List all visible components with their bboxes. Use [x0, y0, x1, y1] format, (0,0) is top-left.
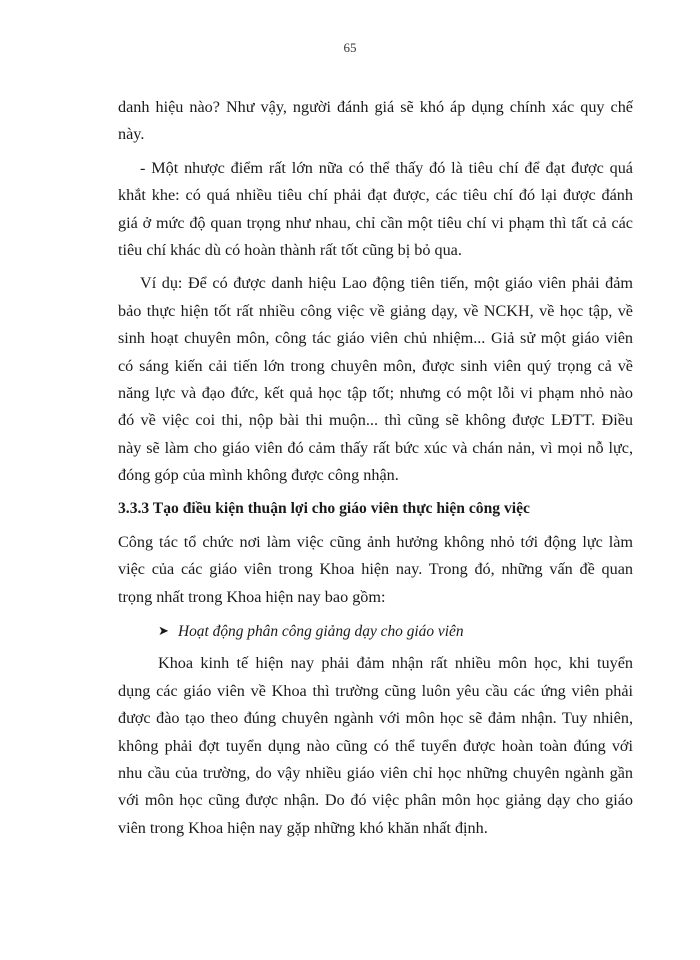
- text-line: khắt khe: có quá nhiều tiêu chí phải đạt được, các tiêu chí đó lại được đánh: [118, 186, 633, 205]
- text-line: có sáng kiến cải tiến lớn trong chuyên môn, được sinh viên quý trọng cả về: [118, 356, 633, 375]
- text-line: viên trong Khoa hiện nay gặp những khó khăn nhất định.: [118, 818, 488, 837]
- text-line: giá ở mức độ quan trọng như nhau, chỉ cần một tiêu chí vi phạm thì tất cả các: [118, 213, 633, 232]
- bullet-item-text: Hoạt động phân công giảng dạy cho giáo viên: [178, 623, 464, 641]
- text-line: đóng góp của mình không được công nhận.: [118, 466, 399, 485]
- page-number: 65: [343, 40, 357, 55]
- text-line: Khoa kinh tế hiện nay phải đảm nhận rất nhiều môn học, khi tuyển: [158, 654, 633, 673]
- arrowhead-bullet-icon: ➤: [158, 623, 169, 639]
- bullet-item: [118, 617, 633, 644]
- text-line: danh hiệu nào? Như vậy, người đánh giá sẽ khó áp dụng chính xác quy chế: [118, 98, 633, 116]
- document-body: [118, 94, 633, 842]
- text-line: nhu cầu của trường, do vậy nhiều giáo viên chỉ học những chuyên ngành gần: [118, 763, 633, 782]
- section-heading: 3.3.3 Tạo điều kiện thuận lợi cho giáo viên thực hiện công việc: [118, 500, 530, 518]
- text-line: - Một nhược điểm rất lớn nữa có thể thấy đó là tiêu chí để đạt được quá: [140, 158, 633, 177]
- text-line: năng lực và đạo đức, kết quả học tập tốt; nhưng có một lỗi vi phạm nhỏ nào: [118, 383, 633, 402]
- text-line: bảo thực hiện tốt rất nhiều công việc về giảng dạy, về NCKH, về học tập, về: [118, 301, 633, 320]
- text-line: sinh hoạt chuyên môn, công tác giáo viên chủ nhiệm... Giả sử một giáo viên: [118, 329, 633, 348]
- text-line: tiêu chí khác dù có hoàn thành rất tốt cũng bị bỏ qua.: [118, 240, 462, 259]
- text-line: này.: [118, 125, 145, 144]
- text-line: việc của các giáo viên trong Khoa hiện nay. Trong đó, những vấn đề quan: [118, 560, 633, 579]
- text-line: được đào tạo theo đúng chuyên ngành với môn học sẽ đảm nhận. Tuy nhiên,: [118, 709, 633, 728]
- text-line: đó về việc coi thi, nộp bài thi muộn... thì cũng sẽ không được LĐTT. Điều: [118, 411, 633, 430]
- text-line: này sẽ làm cho giáo viên đó cảm thấy rất bức xúc và chán nản, vì mọi nỗ lực,: [118, 438, 633, 457]
- text-line: với môn học cũng được nhận. Do đó việc phân môn học giảng dạy cho giáo: [118, 791, 633, 810]
- text-line: dụng các giáo viên về Khoa thì trường cũng luôn yêu cầu các ứng viên phải: [118, 681, 633, 700]
- text-line: Ví dụ: Để có được danh hiệu Lao động tiên tiến, một giáo viên phải đảm: [140, 274, 633, 293]
- text-line: không phải đợt tuyển dụng nào cũng có thể tuyển được hoàn toàn đúng với: [118, 736, 633, 755]
- text-line: Công tác tổ chức nơi làm việc cũng ảnh hưởng không nhỏ tới động lực làm: [118, 532, 633, 551]
- text-line: trọng nhất trong Khoa hiện nay bao gồm:: [118, 587, 386, 606]
